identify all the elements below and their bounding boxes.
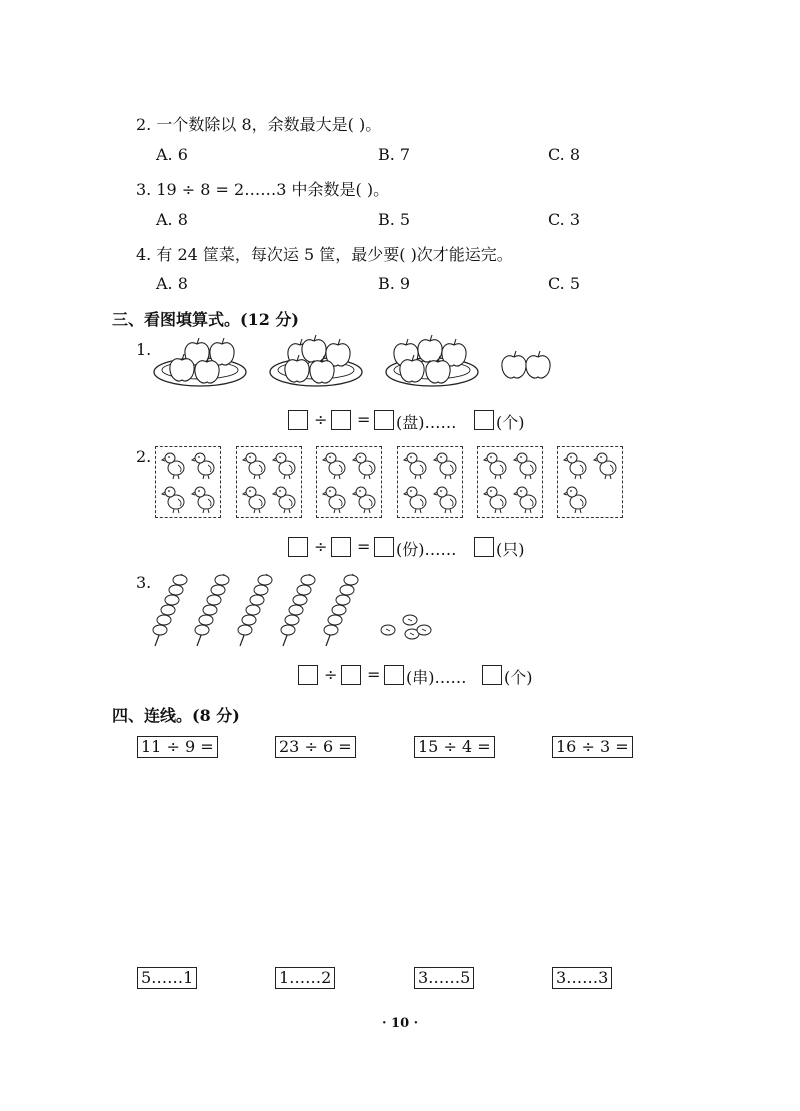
chick-icon <box>243 487 265 513</box>
chick-icon <box>514 487 536 513</box>
match-result-4[interactable]: 3……3 <box>552 967 612 989</box>
match-expression-3[interactable]: 15 ÷ 4 = <box>414 736 495 758</box>
chick-icon <box>323 487 345 513</box>
chick-icon <box>594 453 616 479</box>
match-expression-1[interactable]: 11 ÷ 9 = <box>137 736 218 758</box>
hawthorn-berry-icon <box>381 625 395 635</box>
apple-icon <box>418 335 442 362</box>
chick-icon <box>434 453 456 479</box>
match-expression-2[interactable]: 23 ÷ 6 = <box>275 736 356 758</box>
chick-icon <box>192 487 214 513</box>
apple-icon <box>502 351 526 378</box>
item-2-unit-remainder: (只) <box>496 540 525 559</box>
item-1-remainder-box[interactable] <box>474 410 494 430</box>
item-1-dividend-box[interactable] <box>288 410 308 430</box>
question-4-option-a: A. 8 <box>156 274 188 293</box>
chick-icon <box>404 453 426 479</box>
question-2-option-c: C. 8 <box>548 145 581 164</box>
chick-icon <box>484 487 506 513</box>
chick-icon <box>162 453 184 479</box>
hawthorn-skewer-icon <box>281 574 315 646</box>
item-3-quotient-box[interactable] <box>384 665 404 685</box>
apple-icon <box>302 335 326 362</box>
match-result-1[interactable]: 5……1 <box>137 967 197 989</box>
item-2-equals-sign: = <box>357 537 371 556</box>
chick-icon <box>323 453 345 479</box>
question-3-option-b: B. 5 <box>378 210 411 229</box>
section-3-title: 三、看图填算式。(12 分) <box>112 310 299 329</box>
item-1-equals-sign: = <box>357 410 371 429</box>
chick-icon <box>564 453 586 479</box>
item-1-divisor-box[interactable] <box>331 410 351 430</box>
hawthorn-berry-icon <box>417 625 431 635</box>
chick-icon <box>192 453 214 479</box>
match-expression-4[interactable]: 16 ÷ 3 = <box>552 736 633 758</box>
item-3-divisor-box[interactable] <box>341 665 361 685</box>
chick-icon <box>404 487 426 513</box>
item-2-remainder-box[interactable] <box>474 537 494 557</box>
question-4-option-b: B. 9 <box>378 274 411 293</box>
question-2-option-a: A. 6 <box>156 145 188 164</box>
item-2-divisor-box[interactable] <box>331 537 351 557</box>
chick-icon <box>434 487 456 513</box>
item-2-number: 2. <box>136 447 152 466</box>
question-2-option-b: B. 7 <box>378 145 411 164</box>
item-1-quotient-box[interactable] <box>374 410 394 430</box>
chick-icon <box>484 453 506 479</box>
hawthorn-skewer-icon <box>324 574 358 646</box>
item-3-remainder-box[interactable] <box>482 665 502 685</box>
question-3-option-a: A. 8 <box>156 210 188 229</box>
match-result-2[interactable]: 1……2 <box>275 967 335 989</box>
apple-icon <box>526 351 550 378</box>
chick-icon <box>273 487 295 513</box>
item-3-number: 3. <box>136 573 152 592</box>
item-1-divide-sign: ÷ <box>314 410 328 429</box>
chick-icon <box>514 453 536 479</box>
hawthorn-skewer-icon <box>153 574 187 646</box>
hawthorn-skewer-icon <box>238 574 272 646</box>
item-2-unit-quotient: (份)…… <box>396 540 457 559</box>
chick-icon <box>273 453 295 479</box>
chick-icon <box>564 487 586 513</box>
item-1-number: 1. <box>136 340 152 359</box>
hawthorn-berry-icon <box>403 615 417 625</box>
section-4-title: 四、连线。(8 分) <box>112 706 240 725</box>
item-2-divide-sign: ÷ <box>314 537 328 556</box>
item-3-dividend-box[interactable] <box>298 665 318 685</box>
chick-icon <box>162 487 184 513</box>
item-3-unit-quotient: (串)…… <box>406 668 467 687</box>
question-3-stem: 3. 19 ÷ 8 = 2……3 中余数是( )。 <box>136 180 390 199</box>
chick-icon <box>353 487 375 513</box>
question-4-option-c: C. 5 <box>548 274 581 293</box>
item-3-divide-sign: ÷ <box>324 665 338 684</box>
chick-icon <box>353 453 375 479</box>
page-number: · 10 · <box>382 1016 419 1031</box>
item-1-unit-remainder: (个) <box>496 413 525 432</box>
question-4-stem: 4. 有 24 筐菜，每次运 5 筐，最少要( )次才能运完。 <box>136 245 513 264</box>
skewers-illustration <box>0 570 800 660</box>
chicks-illustration <box>0 446 800 526</box>
item-2-dividend-box[interactable] <box>288 537 308 557</box>
question-3-option-c: C. 3 <box>548 210 581 229</box>
item-3-unit-remainder: (个) <box>504 668 533 687</box>
item-1-unit-quotient: (盘)…… <box>396 413 457 432</box>
hawthorn-skewer-icon <box>195 574 229 646</box>
item-3-equals-sign: = <box>367 665 381 684</box>
item-2-quotient-box[interactable] <box>374 537 394 557</box>
question-2-stem: 2. 一个数除以 8，余数最大是( )。 <box>136 115 382 134</box>
match-result-3[interactable]: 3……5 <box>414 967 474 989</box>
chick-icon <box>243 453 265 479</box>
